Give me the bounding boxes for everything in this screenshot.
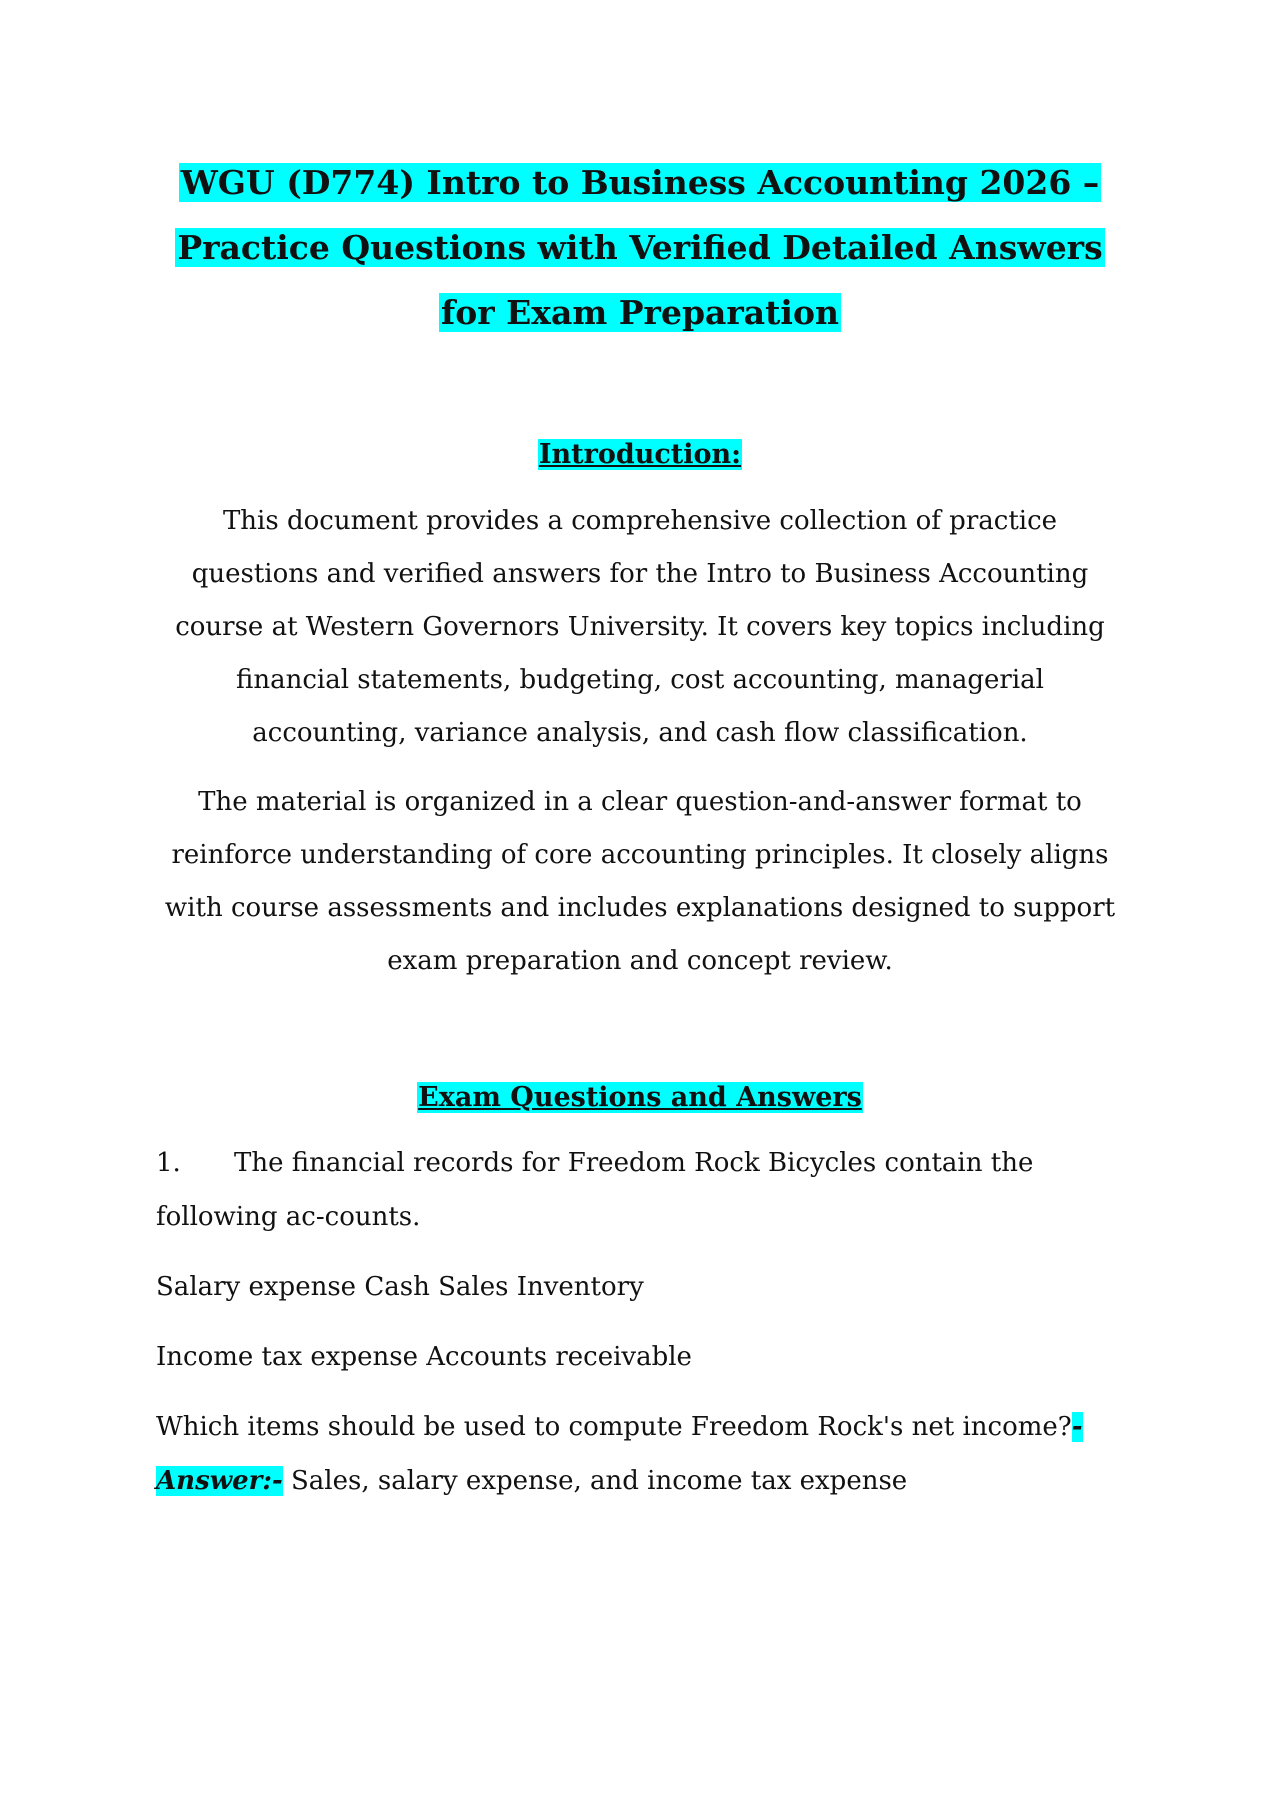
question-1	[156, 1136, 1124, 1244]
introduction-heading	[156, 435, 1124, 475]
exam-questions-heading-text: Exam Questions and Answers	[418, 1082, 862, 1113]
answer-label: -Answer:-	[156, 1412, 1083, 1496]
exam-questions-heading	[156, 1078, 1124, 1118]
question-number: 1.	[156, 1148, 181, 1178]
title-line-1: WGU (D774) Intro to Business Accounting 2026 –	[180, 163, 1100, 202]
title-line-2: Practice Questions with Verified Detailed Answers	[177, 228, 1103, 267]
document-page	[156, 150, 1124, 1508]
accounts-line-1: Salary expense Cash Sales Inventory	[156, 1272, 644, 1302]
question-prompt-with-answer	[156, 1400, 1124, 1508]
accounts-line-2: Income tax expense Accounts receivable	[156, 1342, 692, 1372]
title-line-3: for Exam Preparation	[441, 293, 839, 332]
introduction-paragraph-2: The material is organized in a clear question-and-answer format to reinforce understanding of core accounting principles. It closely aligns with course assessments and includes explanations designed to support exam preparation and concept review.	[164, 787, 1116, 976]
question-prompt: Which items should be used to compute Freedom Rock's net income?	[156, 1412, 1072, 1442]
introduction-heading-text: Introduction:	[538, 439, 742, 470]
answer-text: Sales, salary expense, and income tax expense	[282, 1466, 908, 1496]
document-title	[156, 150, 1124, 345]
introduction-paragraph-1: This document provides a comprehensive collection of practice questions and verified answers for the Intro to Business Accounting course at Western Governors University. It covers key topics including financial statements, budgeting, cost accounting, managerial accounting, variance analysis, and cash flow classification.	[175, 506, 1105, 748]
question-text: The financial records for Freedom Rock Bicycles contain the following ac-counts.	[156, 1148, 1034, 1232]
